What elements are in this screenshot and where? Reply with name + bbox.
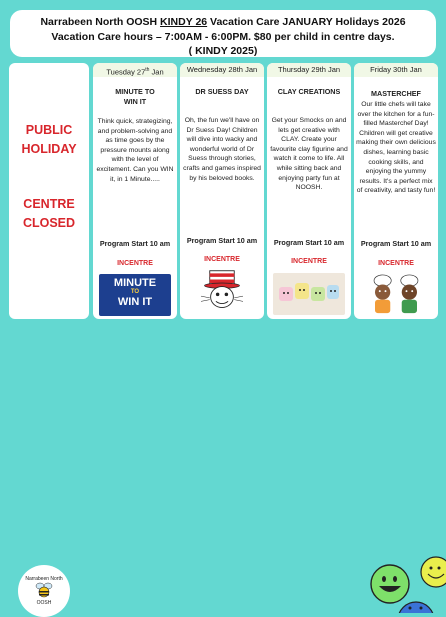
program-start: Program Start 10 am xyxy=(273,238,345,247)
bee-icon xyxy=(35,582,53,598)
logo-text-line1: Narrabeen North xyxy=(25,576,63,582)
masterchef-kids-image xyxy=(360,273,432,315)
header-title-post: Vacation Care JANUARY Holidays 2026 xyxy=(207,16,406,28)
closed-label: CLOSED xyxy=(22,216,76,230)
day-card-thursday xyxy=(267,63,351,319)
day-description: Our little chefs will take over the kitchen for a fun-filled Masterchef Day! Children will get creative making their own delicious dishes, learning basic cooking skills, and enjoying the yummy results. It's a perfect mix of creativity, and tasty fun! xyxy=(356,101,436,195)
day-description: Get your Smocks on and lets get creative with CLAY. Create your favourite clay figurine and watch it come to life. All while sitting back and enjoying party fun at NOOSH. xyxy=(270,117,348,192)
minute-to-win-it-image xyxy=(99,274,171,316)
program-start: Program Start 10 am xyxy=(360,239,432,248)
program-start: Program Start 10 am xyxy=(99,239,171,248)
day-title xyxy=(93,87,177,107)
header-title xyxy=(10,15,436,30)
holiday-label: HOLIDAY xyxy=(21,142,77,156)
location-label: INCENTRE xyxy=(378,260,414,267)
green-smiley-icon xyxy=(371,565,409,603)
location-label: INCENTRE xyxy=(204,256,240,263)
day-date-sup: th xyxy=(145,67,150,73)
centre-label: CENTRE xyxy=(23,197,75,211)
image-text-minute: MINUTE xyxy=(113,277,157,289)
day-card-tuesday xyxy=(93,63,177,319)
header-banner xyxy=(10,10,436,57)
image-text-to: TO xyxy=(130,289,140,295)
day-title-line2: WIN IT xyxy=(123,97,147,106)
program-grid xyxy=(9,63,437,319)
oosh-logo xyxy=(18,565,70,617)
header-title-pre: Narrabeen North OOSH xyxy=(40,16,161,28)
location-label: INCENTRE xyxy=(291,258,327,265)
day-date-post: Jan xyxy=(149,67,164,77)
header-kindy-year: ( KINDY 2025) xyxy=(188,45,258,57)
image-text-win-it: WIN IT xyxy=(117,296,153,308)
day-card-wednesday xyxy=(180,63,264,319)
day-date: Friday 30th Jan xyxy=(354,63,438,77)
header-hours: Vacation Care hours – 7:00AM - 6:00PM. $80 per child in centre days. xyxy=(51,30,395,43)
program-start: Program Start 10 am xyxy=(186,236,258,245)
day-title-line1: MINUTE TO xyxy=(115,87,155,96)
day-title: DR SUESS DAY xyxy=(195,87,249,96)
day-title: CLAY CREATIONS xyxy=(277,87,341,96)
header-title-kindy: KINDY 26 xyxy=(160,16,208,28)
day-card-friday xyxy=(354,63,438,319)
yellow-smiley-icon xyxy=(421,557,446,587)
location-label: INCENTRE xyxy=(117,260,153,267)
smiley-faces-decoration xyxy=(366,552,446,613)
day-description: Think quick, strategizing, and problem-solving and as time goes by the pressure mounts along with the level of excitement. Can you WIN it, in 1 Minute..... xyxy=(96,118,174,183)
cat-in-hat-image xyxy=(186,269,258,311)
public-label: PUBLIC xyxy=(25,123,73,137)
public-holiday-column xyxy=(9,63,89,319)
blue-smiley-icon xyxy=(398,602,434,613)
day-description: Oh, the fun we'll have on Dr Suess Day! Children will dive into wacky and wonderful world of Dr Suess through stories, crafts and games inspired by his beloved books. xyxy=(183,117,261,182)
day-date xyxy=(93,63,177,77)
day-title: MASTERCHEF xyxy=(371,89,421,98)
day-date: Wednesday 28th Jan xyxy=(180,63,264,77)
clay-figurines-image xyxy=(273,273,345,315)
day-date: Thursday 29th Jan xyxy=(267,63,351,77)
day-date-pre: Tuesday 27 xyxy=(106,67,146,77)
logo-text-line2: OOSH xyxy=(36,600,52,606)
